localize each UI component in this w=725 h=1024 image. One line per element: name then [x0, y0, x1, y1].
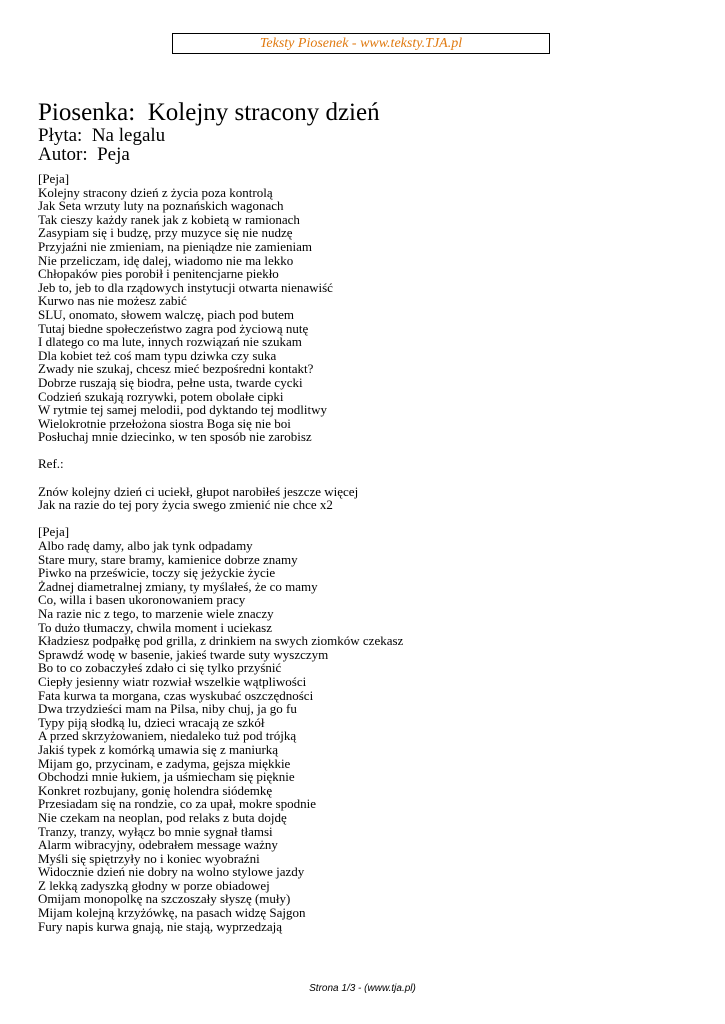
lyric-line: Omijam monopolkę na szczoszały słyszę (muły) [38, 891, 291, 907]
lyric-line: Alarm wibracyjny, odebrałem message ważny [38, 837, 278, 853]
lyric-line: Przyjaźni nie zmieniam, na pieniądze nie zamieniam [38, 238, 312, 254]
lyric-line: [Peja] [38, 171, 70, 186]
lyric-line: Fury napis kurwa gnają, nie stają, wyprzedzają [38, 918, 283, 934]
lyric-line: A przed skrzyżowaniem, niedaleko tuż pod trójką [38, 728, 297, 744]
lyric-line: Dobrze ruszają się biodra, pełne usta, twarde cycki [38, 374, 303, 390]
lyric-line: Albo radę damy, albo jak tynk odpadamy [38, 538, 253, 554]
song-title: Piosenka: Kolejny stracony dzień [38, 99, 380, 126]
lyric-line: Codzień szukają rozrywki, potem obolałe cipki [38, 388, 284, 404]
song-header [38, 100, 380, 164]
lyric-line: Z lekką zadyszką głodny w porze obiadowej [38, 877, 270, 893]
lyric-line: Kurwo nas nie możesz zabić [38, 293, 187, 309]
lyric-line: Jakiś typek z komórką umawia się z maniurką [38, 741, 279, 757]
lyric-line: Posłuchaj mnie dziecinko, w ten sposób nie zarobisz [38, 429, 312, 445]
lyric-line: Wielokrotnie przełożona siostra Boga się nie boi [38, 415, 291, 431]
lyric-line: Tak cieszy każdy ranek jak z kobietą w ramionach [38, 211, 300, 227]
lyric-line: Nie przeliczam, idę dalej, wiadomo nie ma lekko [38, 252, 294, 268]
lyric-line: Obchodzi mnie łukiem, ja uśmiecham się pięknie [38, 769, 295, 785]
lyric-line: SLU, onomato, słowem walczę, piach pod butem [38, 306, 294, 322]
lyric-line: Zasypiam się i budzę, przy muzyce się nie nudzę [38, 225, 293, 241]
lyric-line: Dla kobiet też coś mam typu dziwka czy suka [38, 347, 277, 363]
lyric-line: Zwady nie szukaj, chcesz mieć bezpośredni kontakt? [38, 361, 314, 377]
lyric-line: Ref.: [38, 456, 64, 472]
lyric-line: Kładziesz podpałkę pod grilla, z drinkiem na swych ziomków czekasz [38, 633, 404, 649]
lyric-line: W rytmie tej samej melodii, pod dyktando tej modlitwy [38, 402, 327, 418]
page-number: Strona 1/3 - (www.tja.pl) [309, 983, 416, 994]
lyric-line: Co, willa i basen ukoronowaniem pracy [38, 592, 246, 608]
lyric-line: Typy piją słodką lu, dzieci wracają ze szkół [38, 714, 265, 730]
album-line: Płyta: Na legalu [38, 125, 166, 146]
lyric-line: Jak na razie do tej pory życia swego zmienić nie chce x2 [38, 497, 333, 513]
lyric-line: Chłopaków pies porobił i penitencjarne piekło [38, 266, 279, 282]
lyric-line: Bo to co zobaczyłeś zdało ci się tylko przyśnić [38, 660, 282, 676]
site-banner [172, 33, 550, 54]
lyric-line: Dwa trzydzieści mam na Pilsa, niby chuj, ja go fu [38, 701, 297, 717]
lyric-line: Na razie nic z tego, to marzenie wiele znaczy [38, 606, 274, 621]
lyric-line: Widocznie dzień nie dobry na wolno stylowe jazdy [38, 864, 305, 880]
lyric-line [38, 512, 403, 526]
lyric-line: Konkret rozbujany, gonię holendra siódemkę [38, 782, 273, 798]
lyric-line: Mijam go, przycinam, e zadyma, gejsza miękkie [38, 755, 291, 771]
lyric-line: Jak Seta wrzuty luty na poznańskich wagonach [38, 198, 284, 214]
page-footer [0, 983, 725, 994]
lyric-line: Stare mury, stare bramy, kamienice dobrze znamy [38, 551, 298, 567]
lyric-line: Znów kolejny dzień ci uciekł, głupot narobiłeś jeszcze więcej [38, 483, 359, 499]
lyric-line: Ciepły jesienny wiatr rozwiał wszelkie wątpliwości [38, 673, 307, 689]
lyric-line: Sprawdź wodę w basenie, jakieś twarde suty wyszczym [38, 646, 329, 662]
lyric-line: I dlatego co ma lute, innych rozwiązań nie szukam [38, 334, 302, 350]
author-line: Autor: Peja [38, 144, 130, 165]
lyric-line [38, 444, 403, 458]
lyric-line: Fata kurwa ta morgana, czas wyskubać oszczędności [38, 687, 314, 703]
lyric-line: Tutaj biedne społeczeństwo zagra pod życiową nutę [38, 320, 309, 336]
lyric-line: Żadnej diametralnej zmiany, ty myślałeś, że co mamy [38, 578, 318, 594]
lyric-line: Mijam kolejną krzyżówkę, na pasach widzę Sajgon [38, 905, 306, 921]
lyric-line: Nie czekam na neoplan, pod relaks z buta dojdę [38, 809, 287, 825]
lyric-line: Przesiadam się na rondzie, co za upał, mokre spodnie [38, 796, 316, 812]
lyrics-body [38, 172, 403, 933]
lyric-line: Piwko na prześwicie, toczy się jeżyckie życie [38, 565, 276, 581]
lyric-line: To dużo tłumaczy, chwila moment i uciekasz [38, 619, 272, 635]
lyric-line: Myśli się spiętrzyły no i koniec wyobraźni [38, 850, 260, 866]
lyric-line: [Peja] [38, 524, 70, 540]
lyric-line [38, 471, 403, 485]
lyric-line: Tranzy, tranzy, wyłącz bo mnie sygnał tłamsi [38, 823, 273, 839]
lyric-line: Jeb to, jeb to dla rządowych instytucji otwarta nienawiść [38, 279, 333, 295]
site-banner-text: Teksty Piosenek - www.teksty.TJA.pl [259, 36, 463, 51]
lyric-line: Kolejny stracony dzień z życia poza kontrolą [38, 184, 273, 200]
